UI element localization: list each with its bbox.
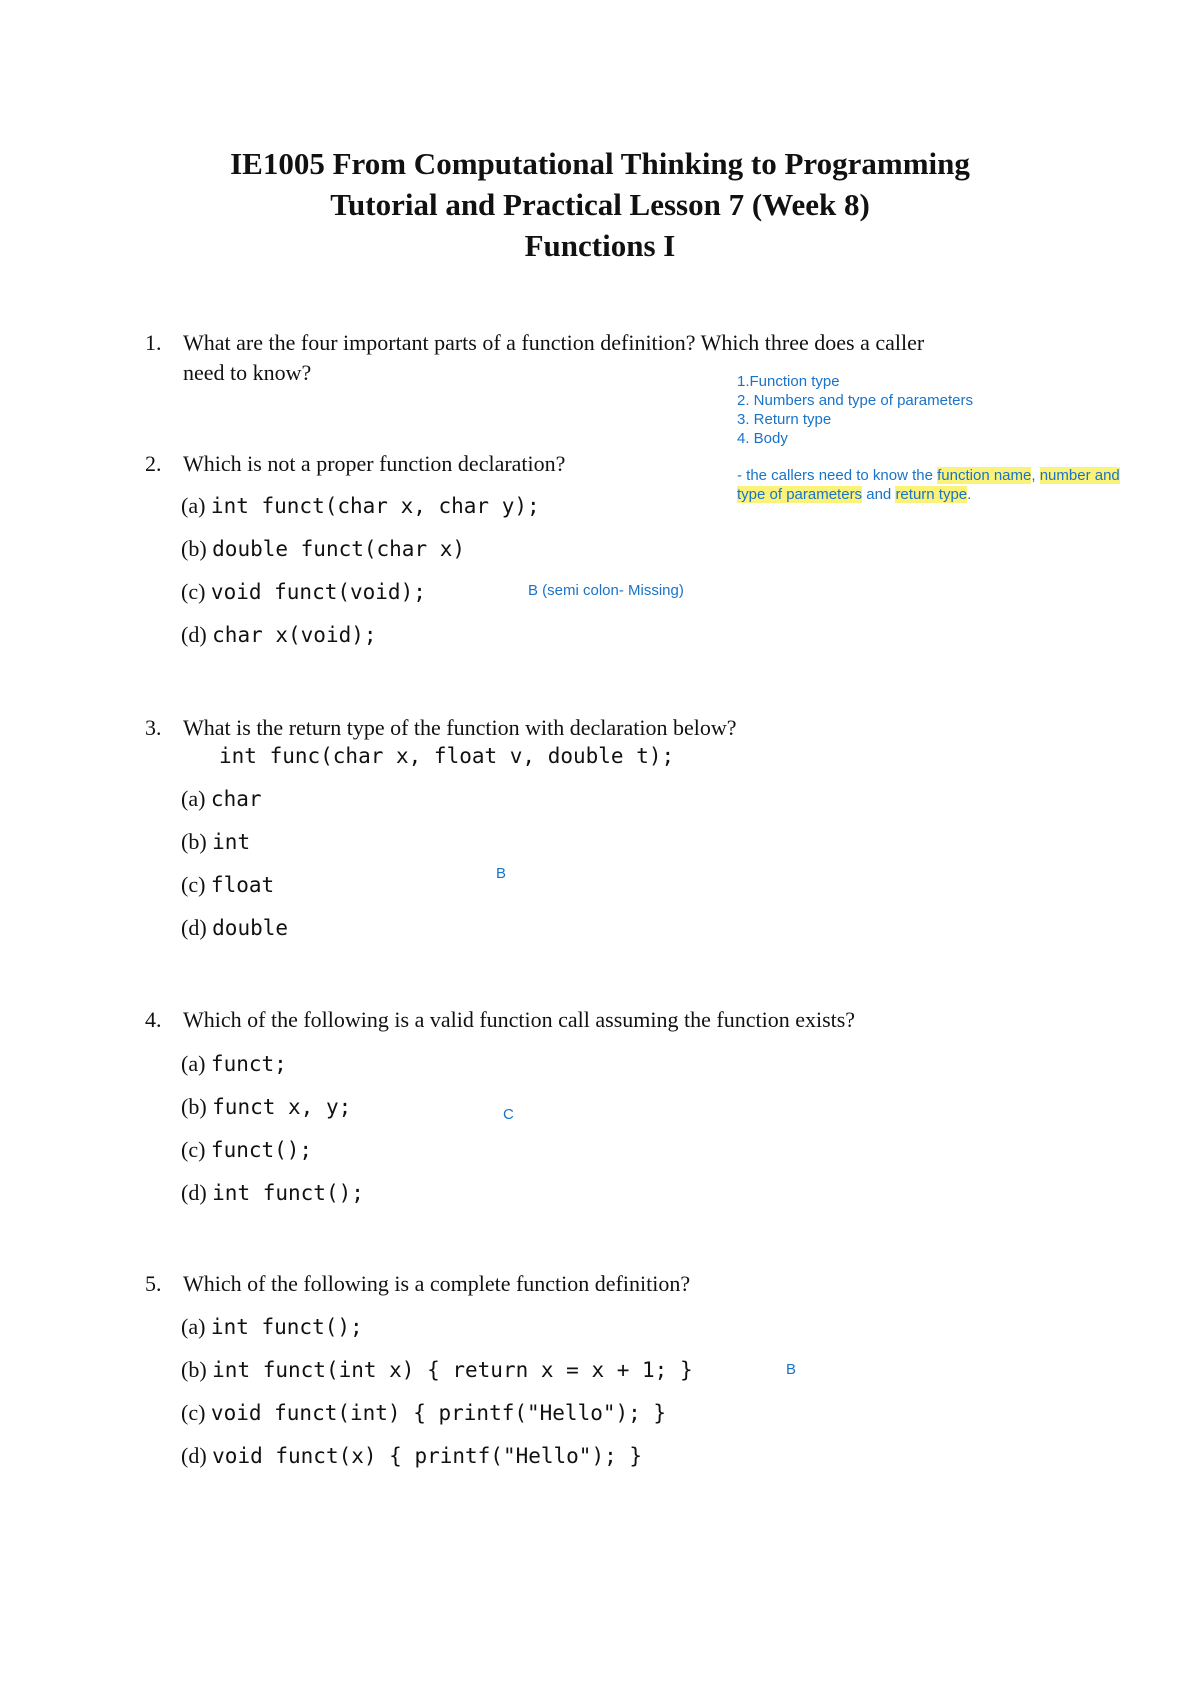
option-c <box>181 1137 312 1163</box>
option-code: double <box>212 916 289 940</box>
option-code: char x(void); <box>212 623 377 647</box>
question-number: 1. <box>145 330 162 355</box>
option-c <box>181 579 426 605</box>
option-code: char <box>210 787 262 811</box>
course-title: IE1005 From Computational Thinking to Programming <box>230 146 970 181</box>
option-code: int funct(char x, char y); <box>210 494 540 518</box>
option-label: (a) <box>181 1314 206 1339</box>
option-code: void funct(x) { printf("Hello"); } <box>212 1444 643 1468</box>
answer-annotation-q2: B (semi colon- Missing) <box>528 582 684 599</box>
note-separator: , <box>1031 467 1040 484</box>
option-c <box>181 872 274 898</box>
option-b <box>181 1357 693 1383</box>
lesson-title: Tutorial and Practical Lesson 7 (Week 8) <box>330 187 870 222</box>
option-code: double funct(char x) <box>212 537 466 561</box>
option-code: funct; <box>210 1052 287 1076</box>
question-text: Which is not a proper function declaration? <box>183 451 566 476</box>
highlight-type-of-parameters: type of parameters <box>737 486 863 503</box>
question-text: Which of the following is a valid function call assuming the function exists? <box>183 1007 856 1032</box>
option-b <box>181 536 465 562</box>
question-number: 5. <box>145 1271 162 1296</box>
option-label: (a) <box>181 1051 206 1076</box>
question-number: 2. <box>145 451 162 476</box>
question-text-cont: need to know? <box>183 360 312 385</box>
topic-title: Functions I <box>524 228 676 263</box>
option-label: (d) <box>181 915 207 940</box>
option-code: int funct(); <box>210 1315 363 1339</box>
option-code: int <box>212 830 251 854</box>
question-number: 3. <box>145 715 162 740</box>
option-d <box>181 622 377 648</box>
option-label: (b) <box>181 1357 207 1382</box>
option-label: (d) <box>181 622 207 647</box>
highlight-number-and: number and <box>1039 467 1120 484</box>
question-text: What are the four important parts of a function definition? Which three does a caller <box>183 330 925 355</box>
question-text: Which of the following is a complete function definition? <box>183 1271 691 1296</box>
answer-annotation-q4: C <box>503 1106 514 1123</box>
option-a <box>181 786 262 812</box>
note-prefix: - the callers need to know the <box>737 467 938 484</box>
option-d <box>181 1180 364 1206</box>
option-label: (c) <box>181 1137 206 1162</box>
option-a <box>181 1314 363 1340</box>
option-code: void funct(void); <box>210 580 426 604</box>
option-label: (d) <box>181 1443 207 1468</box>
note-separator: and <box>862 486 896 503</box>
option-label: (a) <box>181 786 206 811</box>
answer-annotation-q3: B <box>496 865 507 882</box>
option-label: (b) <box>181 829 207 854</box>
option-label: (b) <box>181 1094 207 1119</box>
option-c <box>181 1400 666 1426</box>
annotation-note-line1 <box>737 467 1120 484</box>
note-suffix: . <box>967 486 972 503</box>
annotation-list-item: 2. Numbers and type of parameters <box>737 392 973 409</box>
question-text: What is the return type of the function with declaration below? <box>183 715 737 740</box>
option-label: (c) <box>181 1400 206 1425</box>
option-d <box>181 915 288 941</box>
annotation-note-line2 <box>737 486 971 503</box>
highlight-function-name: function name <box>937 467 1032 484</box>
option-code: float <box>210 873 275 897</box>
option-code: int funct(int x) { return x = x + 1; } <box>212 1358 693 1382</box>
option-a <box>181 1051 287 1077</box>
annotation-list-item: 1.Function type <box>737 373 840 390</box>
option-code: int funct(); <box>212 1181 364 1205</box>
option-code: funct x, y; <box>212 1095 352 1119</box>
option-label: (b) <box>181 536 207 561</box>
declaration-code: int func(char x, float v, double t); <box>219 744 675 768</box>
option-b <box>181 1094 351 1120</box>
highlight-return-type: return type <box>895 486 968 503</box>
option-label: (c) <box>181 579 206 604</box>
annotation-list-item: 4. Body <box>737 430 788 447</box>
option-code: void funct(int) { printf("Hello"); } <box>210 1401 667 1425</box>
option-a <box>181 493 540 519</box>
option-d <box>181 1443 642 1469</box>
question-number: 4. <box>145 1007 162 1032</box>
answer-annotation-q5: B <box>786 1361 797 1378</box>
annotation-list-item: 3. Return type <box>737 411 832 428</box>
option-b <box>181 829 250 855</box>
option-label: (c) <box>181 872 206 897</box>
option-code: funct(); <box>210 1138 313 1162</box>
option-label: (a) <box>181 493 206 518</box>
option-label: (d) <box>181 1180 207 1205</box>
